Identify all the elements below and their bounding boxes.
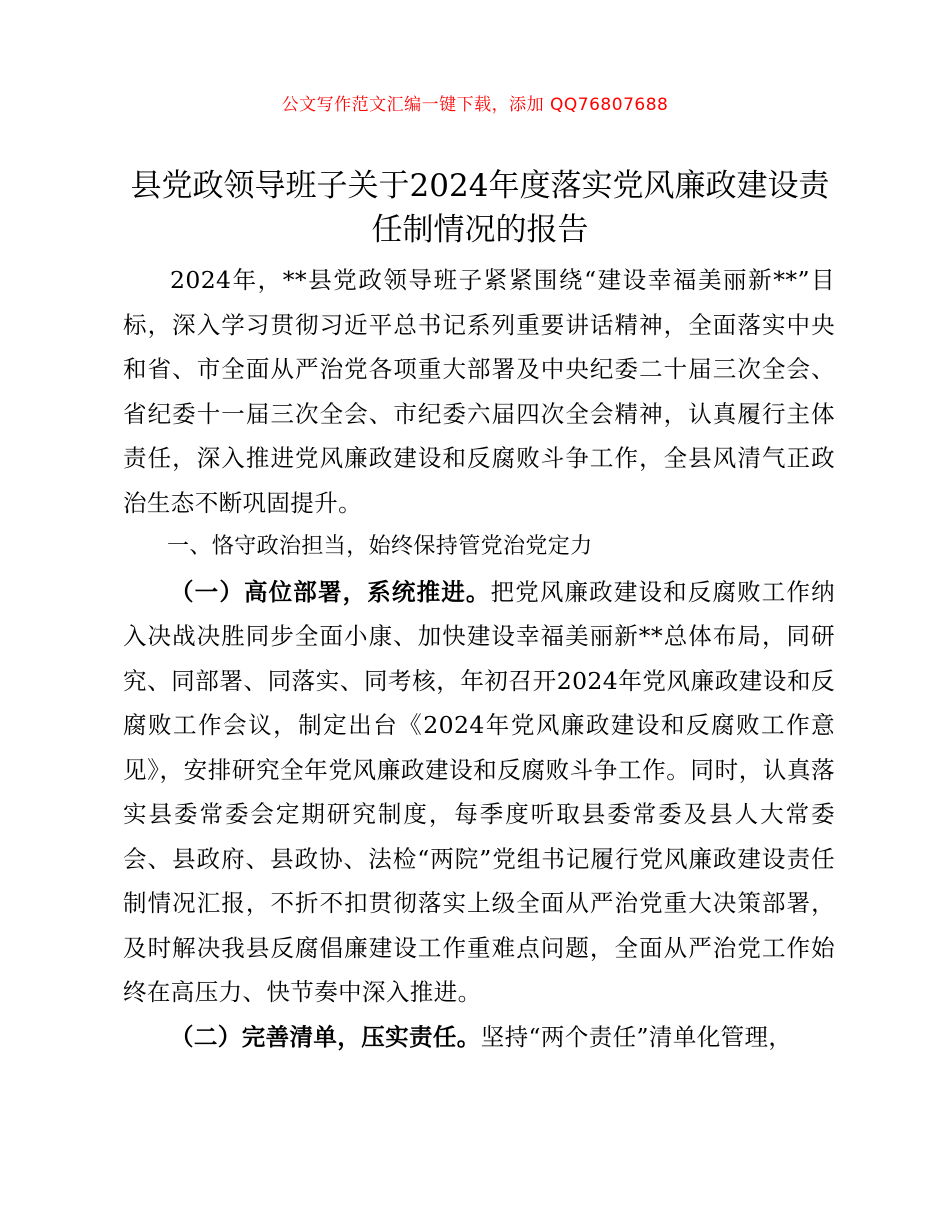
- document-body: [123, 258, 835, 1059]
- intro-paragraph: 2024年，**县党政领导班子紧紧围绕“建设幸福美丽新**”目标，深入学习贯彻习近平总书记系列重要讲话精神，全面落实中央和省、市全面从严治党各项重大部署及中央纪委二十届三次全会、省纪委十一届三次全会、市纪委六届四次全会精神，认真履行主体责任，深入推进党风廉政建设和反腐败斗争工作，全县风清气正政治生态不断巩固提升。: [123, 266, 835, 517]
- item-2-text: 坚持“两个责任”清单化管理，: [480, 1022, 793, 1051]
- item-1-text: 把党风廉政建设和反腐败工作纳入决战决胜同步全面小康、加快建设幸福美丽新**总体布局，同研究、同部署、同落实、同考核，年初召开2024年党风廉政建设和反腐败工作会议，制定出台《2024年党风廉政建设和反腐败工作意见》，安排研究全年党风廉政建设和反腐败斗争工作。同时，认真落实县委常委会定期研究制度，每季度听取县委常委及县人大常委会、县政府、县政协、法检“两院”党组书记履行党风廉政建设责任制情况汇报，不折不扣贯彻落实上级全面从严治党重大决策部署，及时解决我县反腐倡廉建设工作重难点问题，全面从严治党工作始终在高压力、快节奏中深入推进。: [123, 577, 835, 1006]
- item-1-lead: （一）高位部署，系统推进。: [170, 577, 491, 606]
- section-heading-1: 一、恪守政治担当，始终保持管党治党定力: [167, 534, 593, 559]
- download-notice: 公文写作范文汇编一键下载，添加 QQ76807688: [281, 95, 669, 115]
- item-2-lead: （二）完善清单，压实责任。: [170, 1022, 481, 1051]
- item-1-paragraph: [123, 570, 835, 1015]
- document-title: 县党政领导班子关于2024年度落实党风廉政建设责任制情况的报告: [130, 168, 830, 248]
- item-2-paragraph: [123, 1015, 835, 1060]
